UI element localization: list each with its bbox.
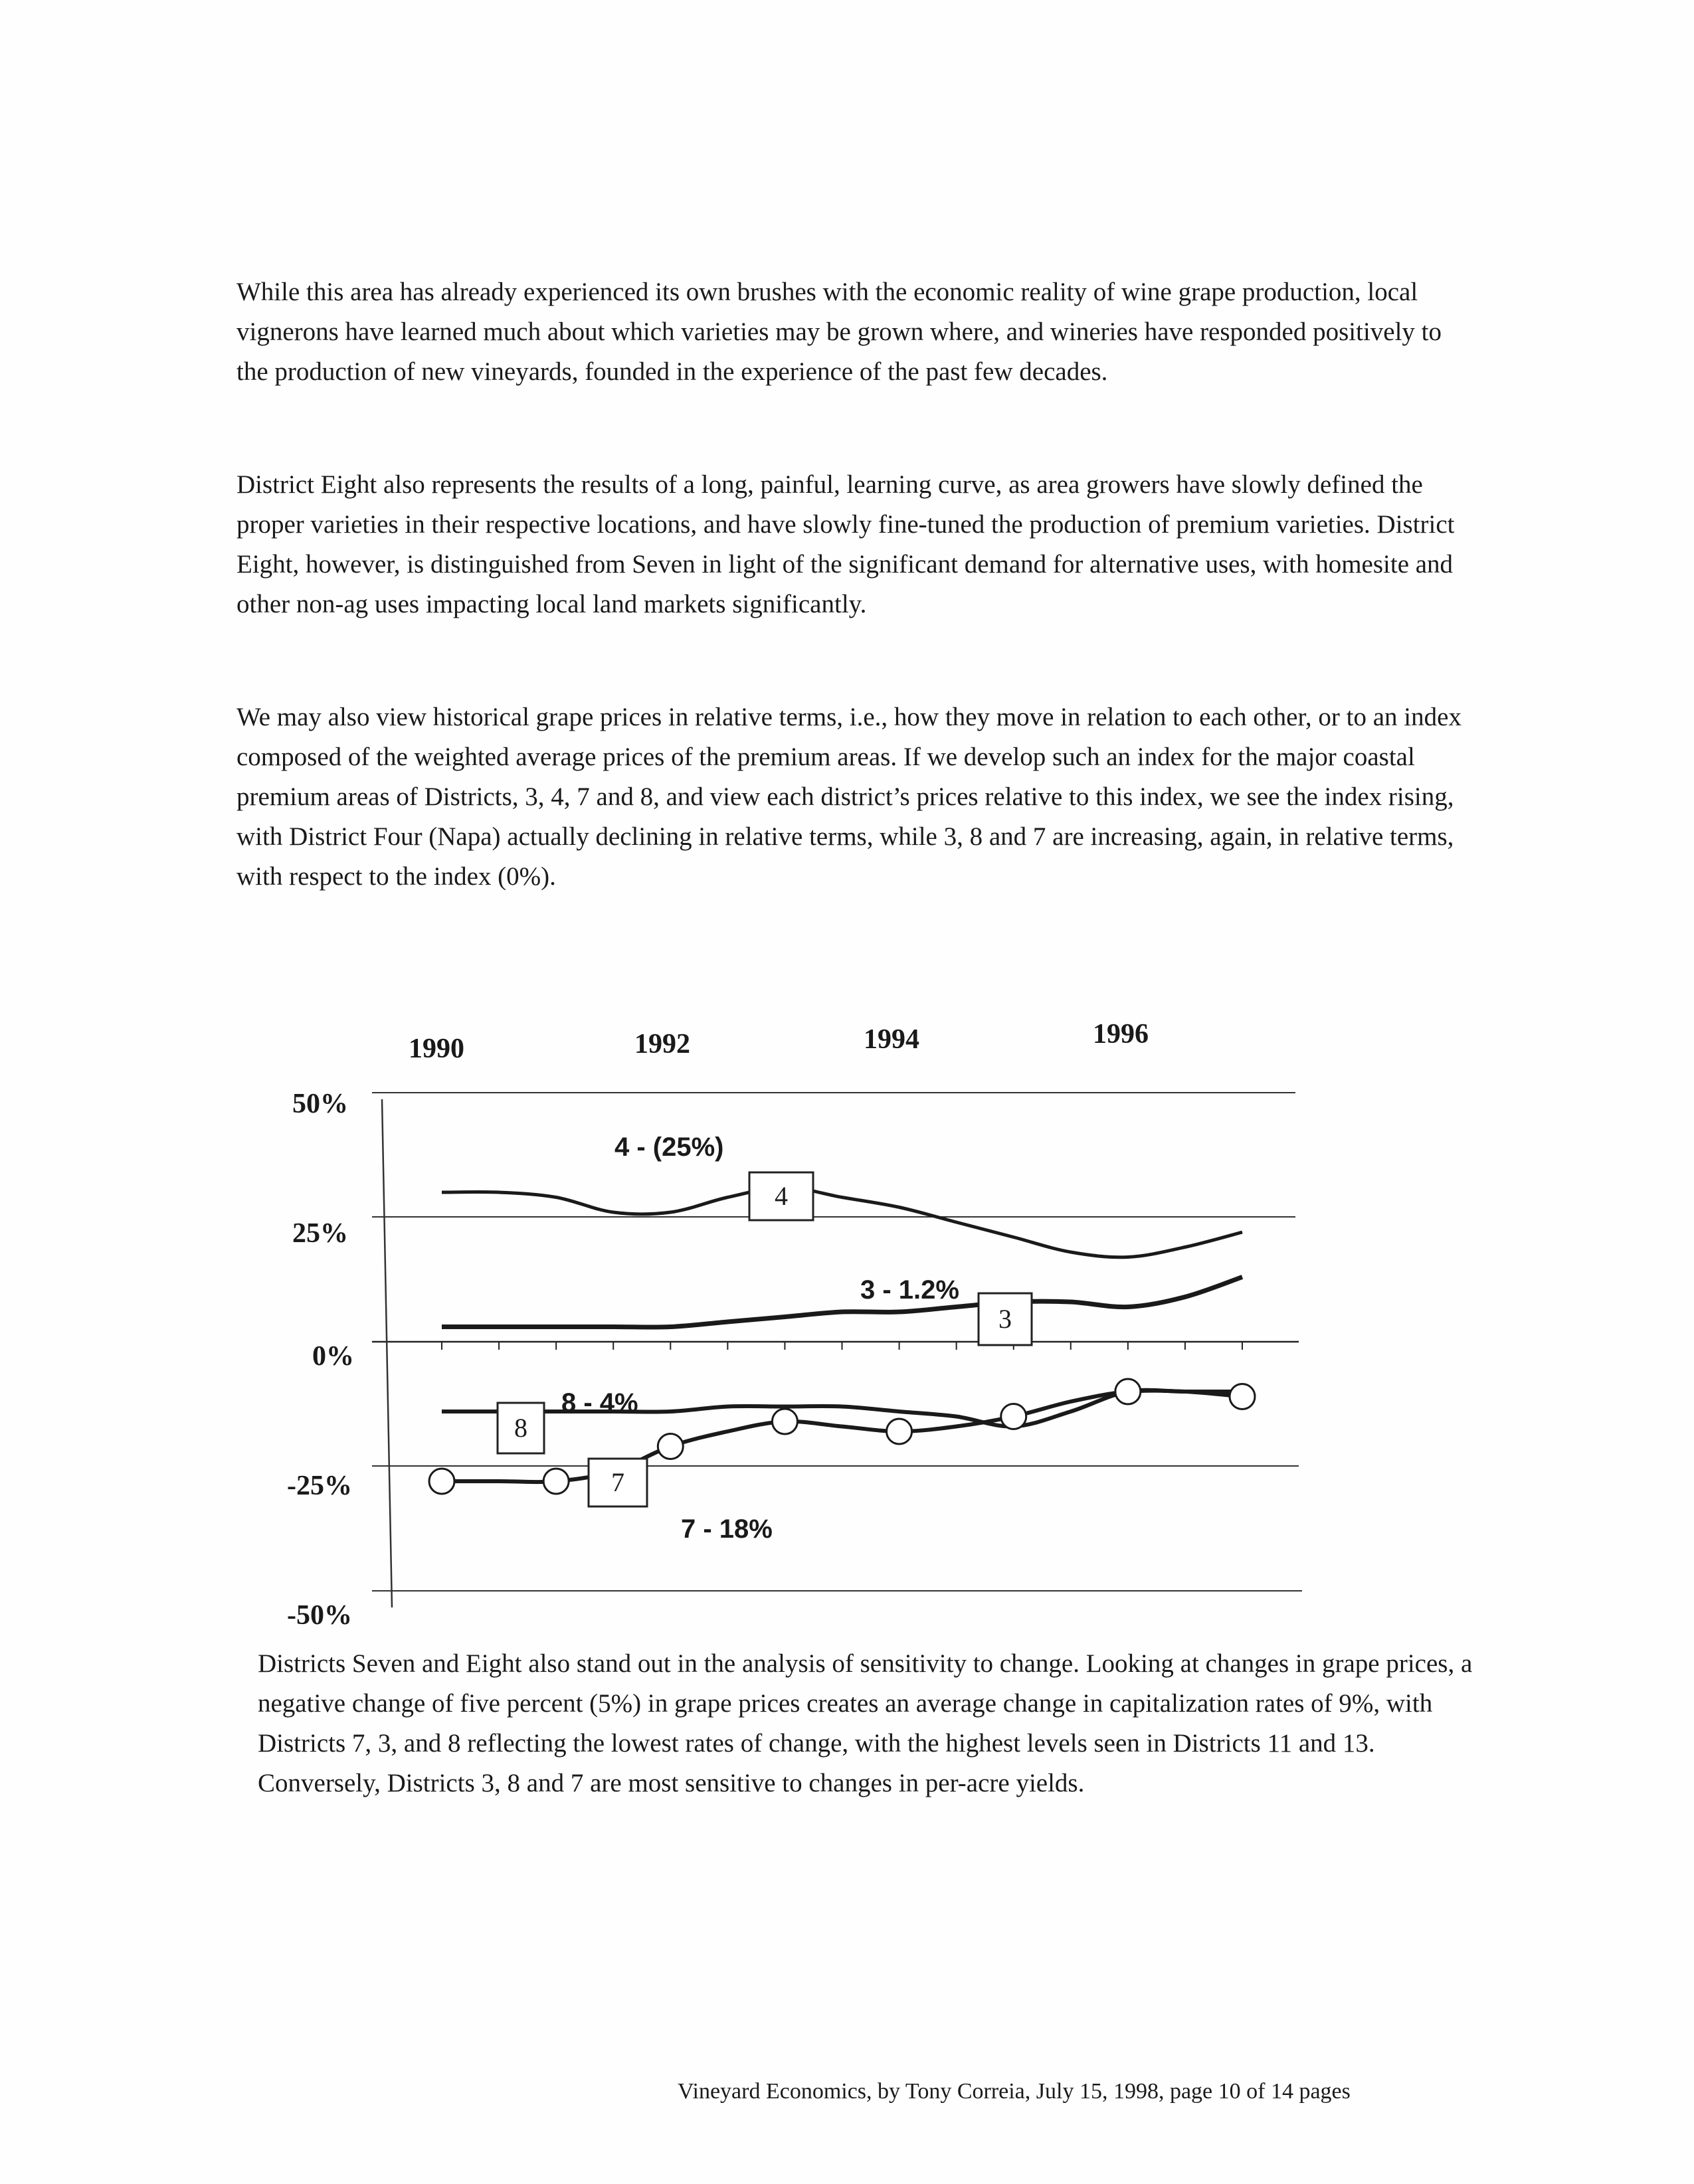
series-7-point xyxy=(543,1469,569,1494)
series-label-8: 8 - 4% xyxy=(561,1388,638,1417)
series-7-point xyxy=(429,1469,454,1494)
series-7-point xyxy=(658,1434,683,1459)
y-tick-label: 0% xyxy=(312,1341,354,1372)
series-7-point xyxy=(1230,1384,1255,1410)
paragraph-4: Districts Seven and Eight also stand out in the analysis of sensitivity to change. Looking at changes in grape prices, a negative change of five percent (5%) in grape prices creates an average change in capitalization rates of 9%, with Districts 7, 3, and 8 reflecting the lowest rates of change, with the highest levels seen in Districts 11 and 13. Conversely, Districts 3, 8 and 7 are most sensitive to changes in per-acre yields. xyxy=(258,1649,1473,1797)
y-tick-label: -25% xyxy=(287,1471,352,1501)
paragraph-3: We may also view historical grape prices in relative terms, i.e., how they move in relation to each other, or to an index composed of the weighted average prices of the premium areas. If we develop such an index for the major coastal premium areas of Districts, 3, 4, 7 and 8, and view each district’s prices relative to this index, we see the index rising, with District Four (Napa) actually declining in relative terms, while 3, 8 and 7 are increasing, again, in relative terms, with respect to the index (0%). xyxy=(236,703,1461,891)
y-axis xyxy=(382,1099,392,1607)
y-tick-label: 25% xyxy=(292,1218,348,1249)
series-7-point xyxy=(772,1409,797,1434)
paragraph-1: While this area has already experienced its own brushes with the economic reality of wine grape production, local vignerons have learned much about which varieties may be grown where, and wineries have responded positively to the production of new vineyards, founded in the experience of the past few decades. xyxy=(236,278,1442,386)
series-7-point xyxy=(1115,1379,1141,1404)
x-tick-label: 1990 xyxy=(409,1034,464,1064)
y-tick-label: -50% xyxy=(287,1600,352,1631)
paragraph-2: District Eight also represents the results of a long, painful, learning curve, as area growers have slowly defined the proper varieties in their respective locations, and have slowly fine-tuned the production of premium varieties. District Eight, however, is distinguished from Seven in light of the significant demand for alternative uses, with homesite and other non-ag uses impacting local land markets significantly. xyxy=(236,470,1455,618)
series-box-label-3: 3 xyxy=(998,1304,1012,1334)
x-axis-ticks xyxy=(442,1342,1242,1350)
x-tick-label: 1992 xyxy=(634,1029,690,1059)
x-tick-label: 1996 xyxy=(1093,1019,1149,1049)
series-7-markers xyxy=(429,1379,1255,1494)
series-label-4: 4 - (25%) xyxy=(614,1133,724,1162)
series-line-3 xyxy=(442,1277,1242,1328)
series-7-point xyxy=(1001,1404,1026,1429)
series-line-4 xyxy=(442,1188,1242,1257)
page-footer: Vineyard Economics, by Tony Correia, July 15, 1998, page 10 of 14 pages xyxy=(678,2079,1351,2104)
series-box-8 xyxy=(498,1403,544,1453)
y-tick-label: 50% xyxy=(292,1089,348,1119)
series-box-4 xyxy=(749,1172,813,1220)
series-7-point xyxy=(887,1419,912,1444)
series-label-3: 3 - 1.2% xyxy=(860,1275,959,1305)
series-box-3 xyxy=(979,1293,1032,1345)
series-box-label-8: 8 xyxy=(514,1413,527,1443)
series-label-7: 7 - 18% xyxy=(681,1514,773,1544)
series-box-7 xyxy=(589,1459,647,1506)
series-box-label-4: 4 xyxy=(775,1181,788,1211)
x-tick-label: 1994 xyxy=(864,1024,919,1055)
series-box-label-7: 7 xyxy=(611,1467,624,1497)
